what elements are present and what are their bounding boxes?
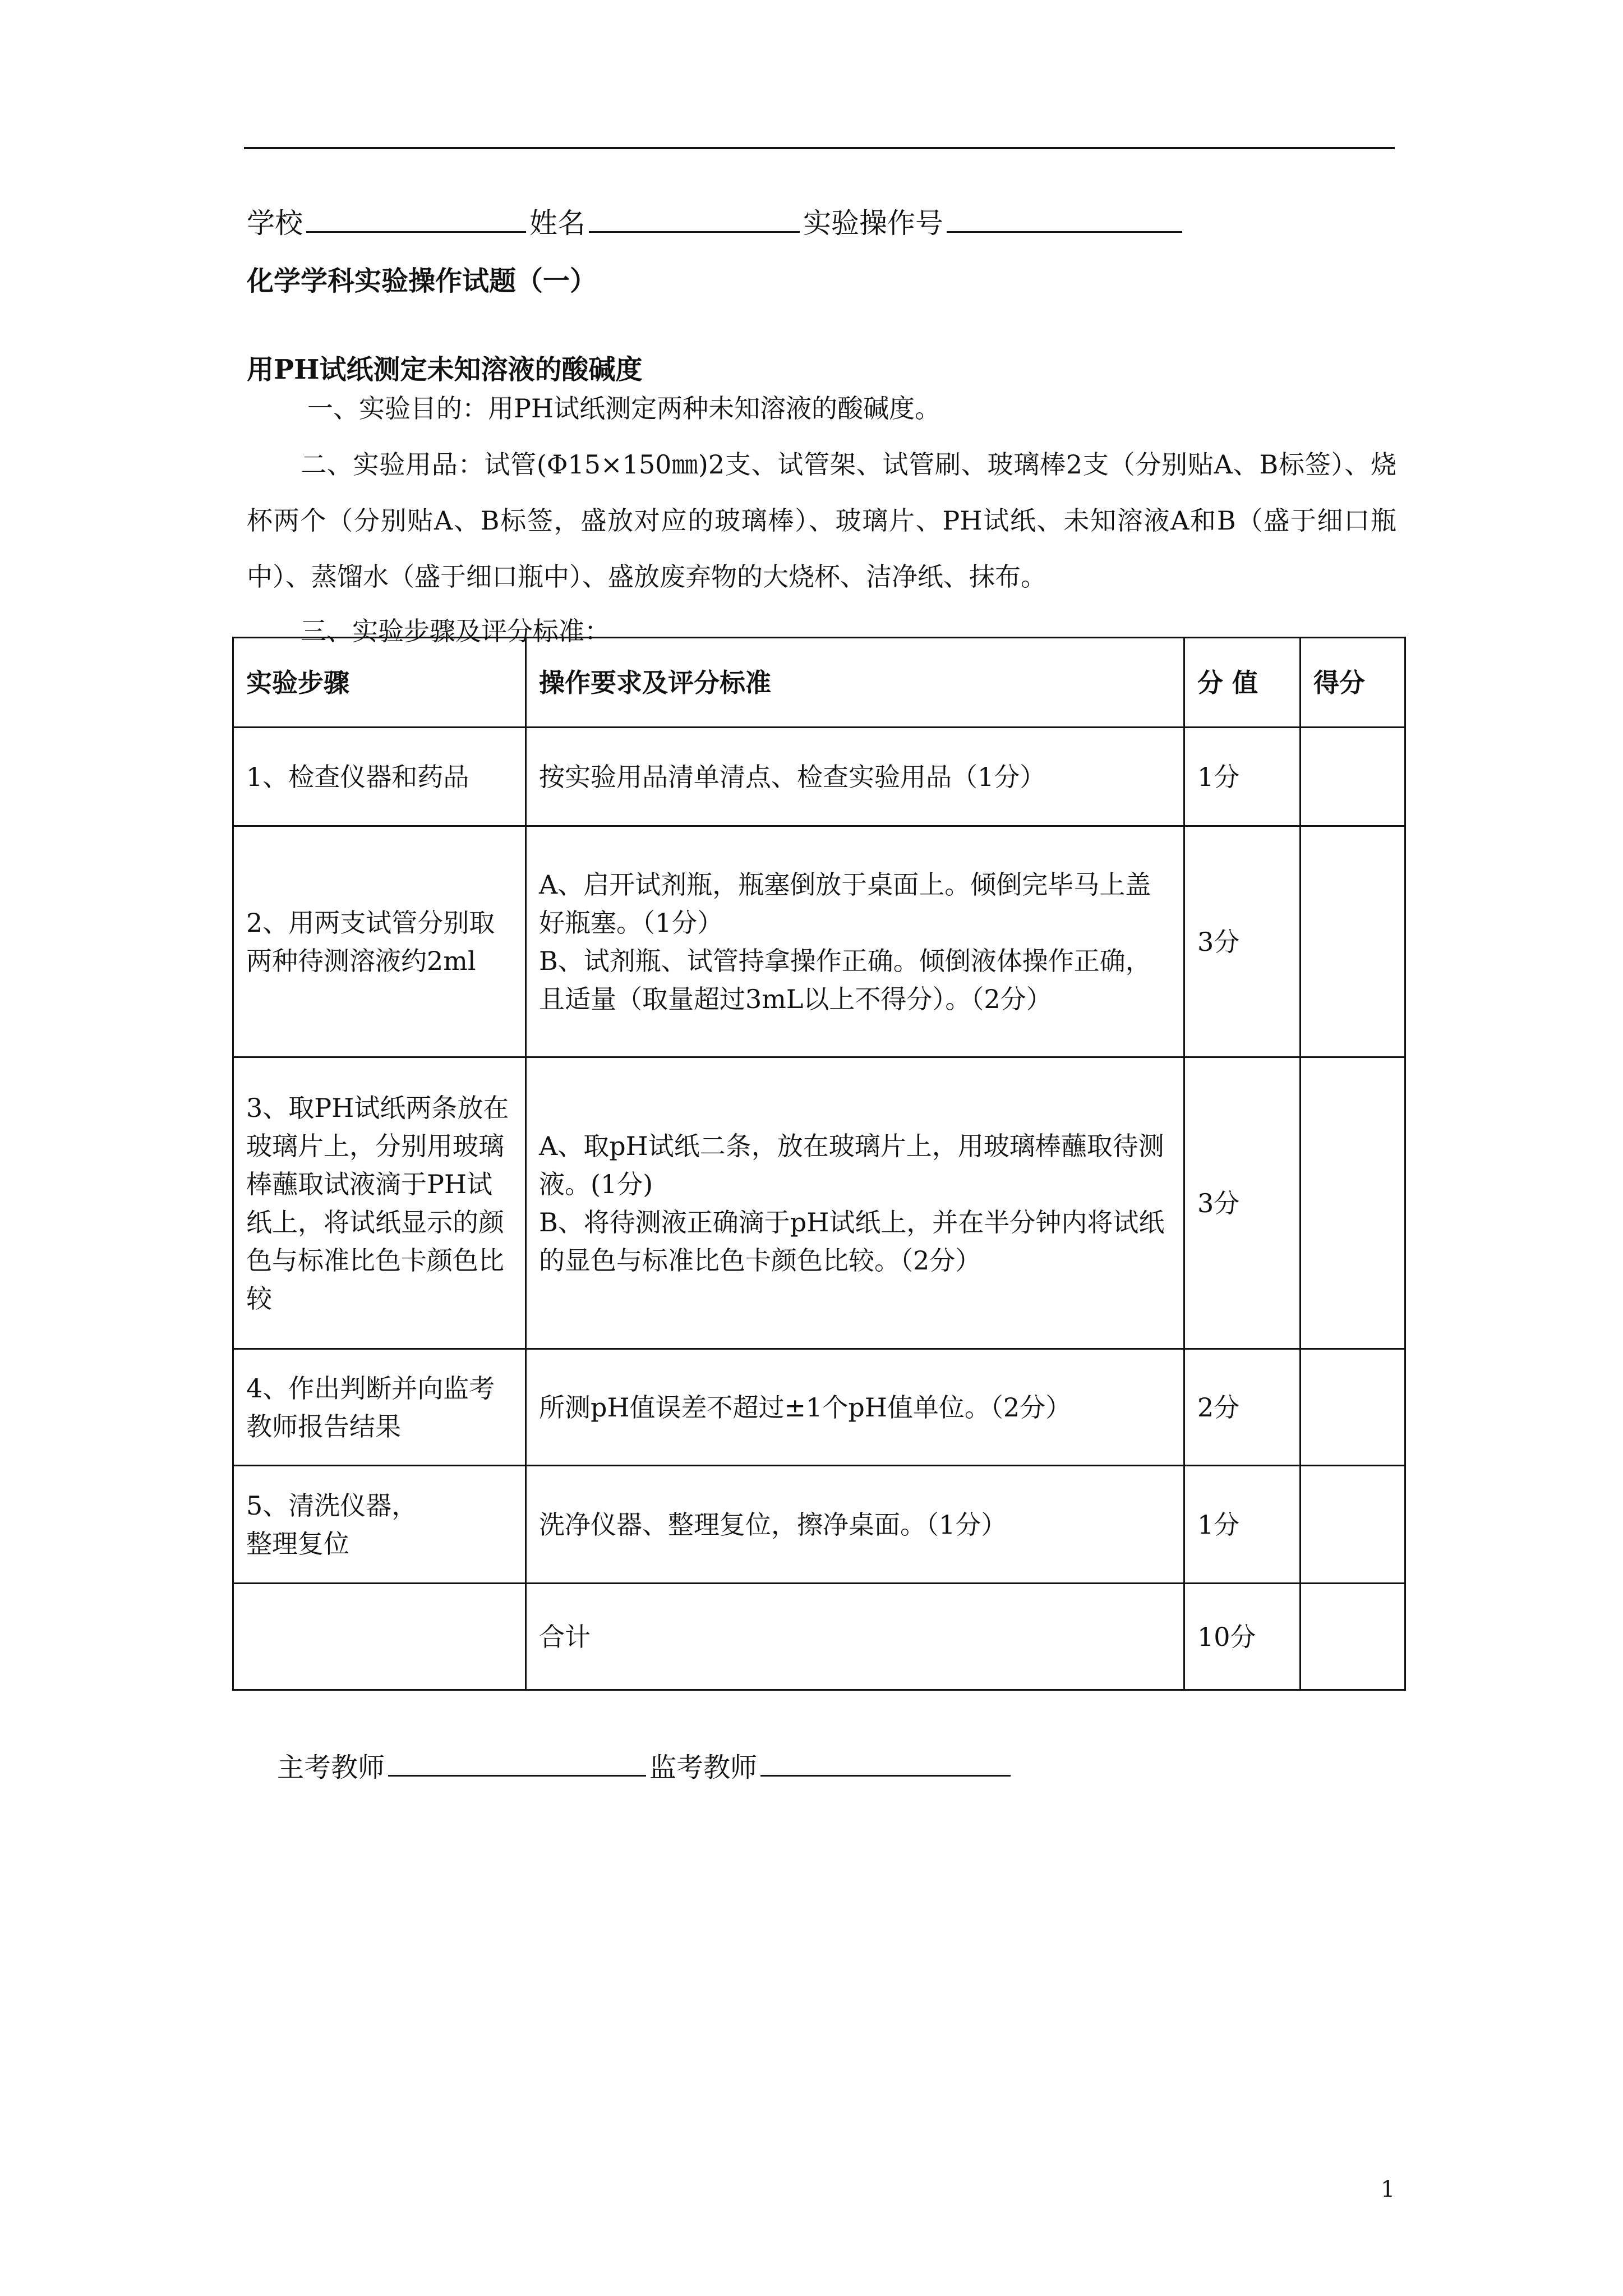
school-label: 学校 — [247, 207, 303, 240]
score-value-cell: 1分 — [1184, 1466, 1301, 1584]
school-field[interactable] — [306, 205, 526, 233]
experiment-title: 用PH试纸测定未知溶液的酸碱度 — [247, 354, 643, 385]
score-got-cell[interactable] — [1301, 826, 1405, 1057]
steps-intro-paragraph: 三、实验步骤及评分标准： — [301, 616, 610, 646]
score-value-cell: 1分 — [1184, 728, 1301, 826]
table-row — [233, 1466, 1405, 1584]
step-cell: 3、取PH试纸两条放在玻璃片上，分别用玻璃棒蘸取试液滴于PH试纸上，将试纸显示的颜色与标准比色卡颜色比较 — [233, 1057, 526, 1349]
score-got-cell[interactable] — [1301, 728, 1405, 826]
header-score-value: 分 值 — [1184, 638, 1301, 728]
chief-examiner-label: 主考教师 — [277, 1752, 385, 1783]
requirement-cell: A、启开试剂瓶，瓶塞倒放于桌面上。倾倒完毕马上盖好瓶塞。（1分） B、试剂瓶、试管持拿操作正确。倾倒液体操作正确，且适量（取量超过3mL以上不得分）。（2分） — [526, 826, 1184, 1057]
score-got-cell[interactable] — [1301, 1349, 1405, 1466]
name-field[interactable] — [589, 205, 800, 233]
top-rule — [244, 147, 1395, 149]
score-got-cell[interactable] — [1301, 1466, 1405, 1584]
document-title: 化学学科实验操作试题（一） — [247, 265, 597, 297]
scoring-table — [232, 637, 1406, 1691]
step-cell — [233, 1584, 526, 1690]
materials-paragraph: 二、实验用品：试管(Φ15×150㎜)2支、试管架、试管刷、玻璃棒2支（分别贴A、B标签）、烧杯两个（分别贴A、B标签，盛放对应的玻璃棒）、玻璃片、PH试纸、未知溶液A和B（盛于细口瓶中）、蒸馏水（盛于细口瓶中）、盛放废弃物的大烧杯、洁净纸、抹布。 — [247, 449, 1396, 592]
step-cell: 2、用两支试管分别取两种待测溶液约2ml — [233, 826, 526, 1057]
proctor-field[interactable] — [760, 1749, 1011, 1777]
header-step: 实验步骤 — [233, 638, 526, 728]
requirement-cell: A、取pH试纸二条，放在玻璃片上，用玻璃棒蘸取待测液。(1分) B、将待测液正确滴于pH试纸上，并在半分钟内将试纸的显色与标准比色卡颜色比较。（2分） — [526, 1057, 1184, 1349]
step-cell: 5、清洗仪器， 整理复位 — [233, 1466, 526, 1584]
requirement-cell: 所测pH值误差不超过±1个pH值单位。（2分） — [526, 1349, 1184, 1466]
table-row — [233, 728, 1405, 826]
table-total-row — [233, 1584, 1405, 1690]
proctor-label: 监考教师 — [649, 1752, 758, 1783]
op-no-label: 实验操作号 — [803, 207, 943, 240]
name-label: 姓名 — [529, 207, 585, 240]
chief-examiner-field[interactable] — [388, 1749, 646, 1777]
signature-line — [277, 1746, 1014, 1784]
header-fields — [247, 204, 1186, 243]
requirement-cell: 按实验用品清单清点、检查实验用品（1分） — [526, 728, 1184, 826]
page-number: 1 — [1381, 2177, 1395, 2202]
total-label-cell: 合计 — [526, 1584, 1184, 1690]
total-got-cell[interactable] — [1301, 1584, 1405, 1690]
op-no-field[interactable] — [947, 205, 1182, 233]
score-value-cell: 3分 — [1184, 1057, 1301, 1349]
score-got-cell[interactable] — [1301, 1057, 1405, 1349]
step-cell: 1、检查仪器和药品 — [233, 728, 526, 826]
purpose-paragraph: 一、实验目的：用PH试纸测定两种未知溶液的酸碱度。 — [307, 393, 941, 424]
requirement-cell: 洗净仪器、整理复位，擦净桌面。（1分） — [526, 1466, 1184, 1584]
header-score-got: 得分 — [1301, 638, 1405, 728]
score-value-cell: 3分 — [1184, 826, 1301, 1057]
total-score-cell: 10分 — [1184, 1584, 1301, 1690]
table-row — [233, 1057, 1405, 1349]
step-cell: 4、作出判断并向监考教师报告结果 — [233, 1349, 526, 1466]
table-row — [233, 826, 1405, 1057]
score-value-cell: 2分 — [1184, 1349, 1301, 1466]
table-row — [233, 1349, 1405, 1466]
header-requirement: 操作要求及评分标准 — [526, 638, 1184, 728]
table-header-row — [233, 638, 1405, 728]
